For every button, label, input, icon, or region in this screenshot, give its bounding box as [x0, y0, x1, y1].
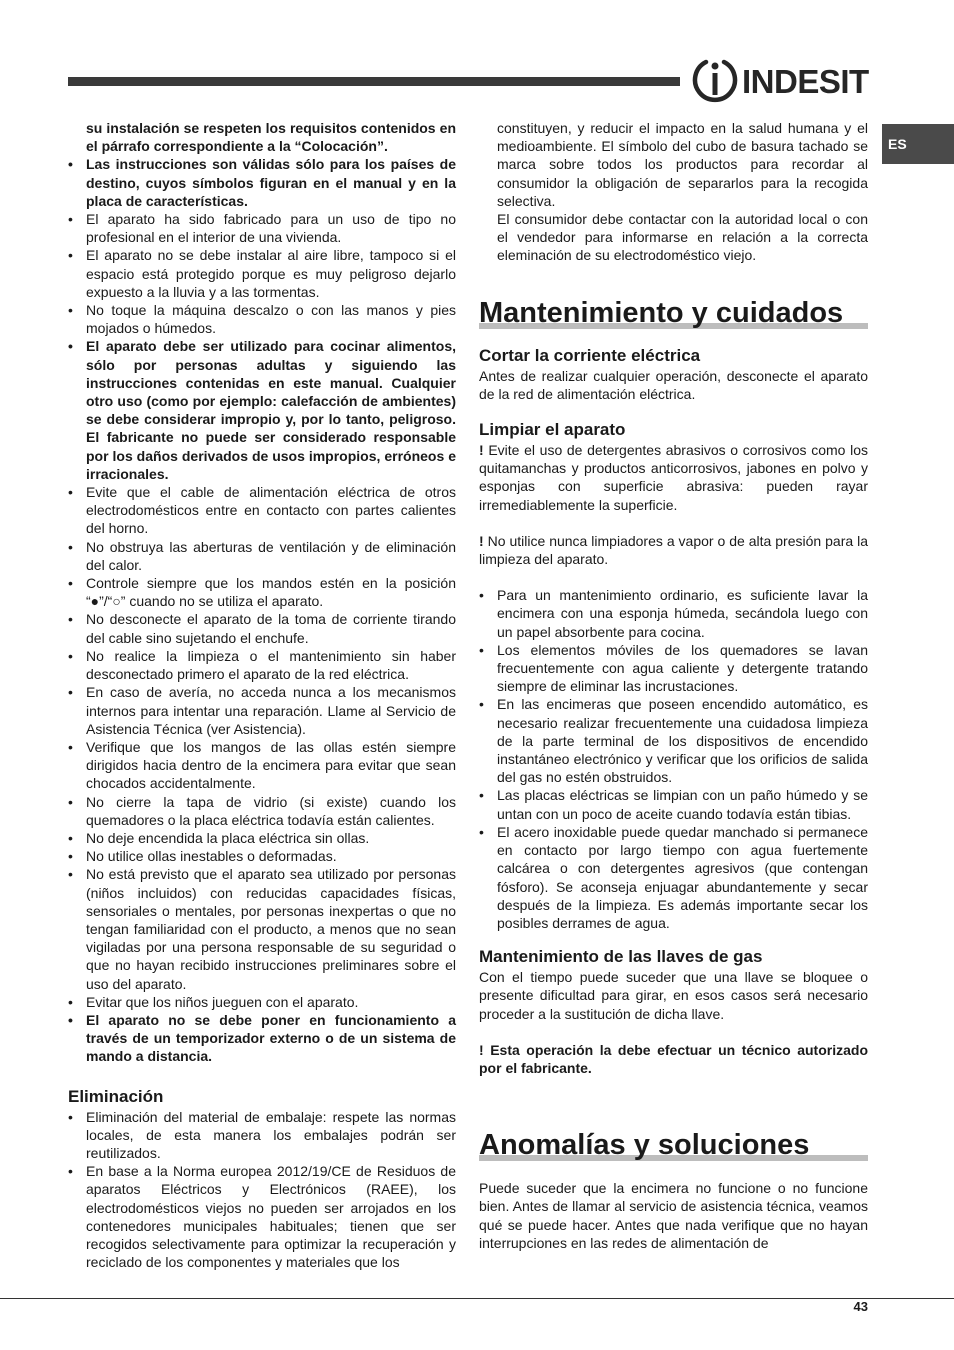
clean-warning-2: ! No utilice nunca limpiadores a vapor o de alta presión para la limpieza del aparato.	[479, 532, 868, 568]
list-item: • No está previsto que el aparato sea utilizado por personas (niños incluidos) con reducidas capacidades físicas, sensoriales o mentales, por personas inexpertas o que no tengan familiaridad con el producto, a menos que no sean vigiladas por una persona responsable de su seguridad o que no hayan recibido instrucciones preliminares sobre el uso del aparato.	[68, 865, 456, 992]
header-rule	[68, 77, 680, 86]
list-item: • Los elementos móviles de los quemadores se lavan frecuentemente con agua caliente y detergente tratando siempre de eliminar las incrustaciones.	[479, 641, 868, 696]
gas-valves-warning: ! Esta operación la debe efectuar un técnico autorizado por el fabricante.	[479, 1041, 868, 1076]
list-item: • El aparato no se debe poner en funcionamiento a través de un temporizador externo o de un sistema de mando a distancia.	[68, 1011, 456, 1066]
intro-text: su instalación se respeten los requisitos contenidos en el párrafo correspondiente a la “Colocación”.	[86, 120, 456, 155]
right-column	[479, 119, 868, 1252]
disposal-contact: El consumidor debe contactar con la autoridad local o con el vendedor para informarse en relación a la correcta eleminación de su electrodoméstico viejo.	[497, 211, 868, 264]
list-item: • El aparato debe ser utilizado para cocinar alimentos, sólo por personas adultas y siguiendo las instrucciones contenidas en este manual. Cualquier otro uso (como por ejemplo: calefacción de ambientes) se debe considerar impropio y, por lo tanto, peligroso. El fabricante no puede ser considerado responsable por los daños derivados de usos impropios, erróneos e irracionales.	[68, 337, 456, 483]
list-item: • Evite que el cable de alimentación eléctrica de otros electrodomésticos entre en contacto con partes calientes del horno.	[68, 483, 456, 538]
list-item: • No cierre la tapa de vidrio (si existe) cuando los quemadores o la placa eléctrica todavía están calientes.	[68, 793, 456, 829]
troubleshooting-title: Anomalías y soluciones	[479, 1129, 810, 1162]
gas-valves-text: Con el tiempo puede suceder que una llave se bloquee o presente dificultad para girar, en esos casos será necesario proceder a la sustitución de dicha llave.	[479, 969, 868, 1022]
list-item: • En las encimeras que poseen encendido automático, es necesario realizar frecuentemente una cuidadosa limpieza de la parte terminal de los dispositivos de encendido instantáneo electrónico y verificar que los orificios de salida del gas no estén obstruidos.	[479, 695, 868, 786]
indesit-emblem-icon	[692, 56, 738, 106]
list-item: • En caso de avería, no acceda nunca a los mecanismos internos para intentar una reparación. Llame al Servicio de Asistencia Técnica (ver Asistencia).	[68, 683, 456, 738]
list-item: • Evitar que los niños jueguen con el aparato.	[68, 993, 456, 1011]
list-item: • No toque la máquina descalzo o con las manos y pies mojados o húmedos.	[68, 301, 456, 337]
list-item: • El aparato no se debe instalar al aire libre, tampoco si el espacio está protegido porque es muy peligroso dejarlo expuesto a la lluvia y a las tormentas.	[68, 246, 456, 301]
list-item: • No realice la limpieza o el mantenimiento sin haber desconectado primero el aparato de la red eléctrica.	[68, 647, 456, 683]
section-heading-eliminacion: Eliminación	[68, 1086, 164, 1106]
cleaning-list	[479, 586, 868, 932]
list-item: • No desconecte el aparato de la toma de corriente tirando del cable sino sujetando el enchufe.	[68, 610, 456, 646]
cut-power-text: Antes de realizar cualquier operación, desconecte el aparato de la red de alimentación eléctrica.	[479, 367, 868, 402]
section-title-troubleshooting	[479, 1127, 868, 1163]
page-number: 43	[853, 1299, 868, 1314]
list-item: • Las instrucciones son válidas sólo para los países de destino, cuyos símbolos figuran en el manual y en la placa de características.	[68, 155, 456, 210]
heading-clean: Limpiar el aparato	[479, 420, 626, 440]
disposal-continuation: constituyen, y reducir el impacto en la salud humana y el medioambiente. El símbolo del cubo de basura tachado se marca sobre todos los productos para recordar al consumidor la obligación de separarlos para la recogida selectiva.	[497, 120, 868, 209]
maintenance-title: Mantenimiento y cuidados	[479, 296, 844, 329]
footer-rule	[0, 1298, 954, 1299]
clean-warning-1: ! Evite el uso de detergentes abrasivos o corrosivos como los quitamanchas y productos anticorrosivos, jabones en polvo y esponjas con superficie abrasiva: pueden rayar irremediablemente la superficie.	[479, 442, 868, 513]
list-item: • Eliminación del material de embalaje: respete las normas locales, de esta manera los embalajes podrán ser reutilizados.	[68, 1108, 456, 1163]
heading-cut-power: Cortar la corriente eléctrica	[479, 345, 701, 365]
list-item: • Las placas eléctricas se limpian con un paño húmedo y se untan con un poco de aceite cuando todavía están tibias.	[479, 786, 868, 822]
list-item: • No obstruya las aberturas de ventilación y de eliminación del calor.	[68, 538, 456, 574]
left-column	[68, 119, 456, 1271]
list-item: • El acero inoxidable puede quedar manchado si permanece en contacto por largo tiempo con agua fuertemente calcárea o con detergentes agresivos (que contengan fósforo). Se aconseja enjuagar abundantemente y secar después de la limpieza. Es además importante secar los posibles derrames de agua.	[479, 823, 868, 932]
list-item: • El aparato ha sido fabricado para un uso de tipo no profesional en el interior de una vivienda.	[68, 210, 456, 246]
troubleshooting-text: Puede suceder que la encimera no funcione o no funcione bien. Antes de llamar al servicio de asistencia técnica, veamos qué se puede hacer. Antes que nada verifique que no hayan interrupciones en las redes de alimentación de	[479, 1180, 868, 1251]
list-item: • No deje encendida la placa eléctrica sin ollas.	[68, 829, 456, 847]
section-title-maintenance	[479, 295, 868, 331]
language-tab-label: ES	[888, 136, 907, 152]
brand-logo	[692, 56, 869, 106]
warning-mark-icon: !	[479, 1041, 484, 1058]
brand-name: INDESIT	[742, 62, 869, 100]
language-tab	[882, 124, 954, 164]
warning-mark-icon: !	[479, 442, 484, 459]
heading-gas-valves: Mantenimiento de las llaves de gas	[479, 947, 763, 967]
list-item: • Verifique que los mangos de las ollas estén siempre dirigidos hacia dentro de la encimera para evitar que sean chocados accidentalmente.	[68, 738, 456, 793]
list-item: • Controle siempre que los mandos estén en la posición “●”/“○” cuando no se utiliza el aparato.	[68, 574, 456, 610]
list-item: • No utilice ollas inestables o deformadas.	[68, 847, 456, 865]
warning-mark-icon: !	[479, 532, 484, 549]
list-item: • En base a la Norma europea 2012/19/CE de Residuos de aparatos Eléctricos y Electrónicos (RAEE), los electrodomésticos viejos no pueden ser arrojados en los contenedores municipales habituales; tienen que ser recogidos selectivamente para optimizar la recuperación y reciclado de los componentes y materiales que los	[68, 1162, 456, 1271]
list-item: • Para un mantenimiento ordinario, es suficiente lavar la encimera con una esponja húmeda, secándola luego con un papel absorbente para cocina.	[479, 586, 868, 641]
safety-list	[68, 155, 456, 1065]
disposal-list	[68, 1108, 456, 1272]
